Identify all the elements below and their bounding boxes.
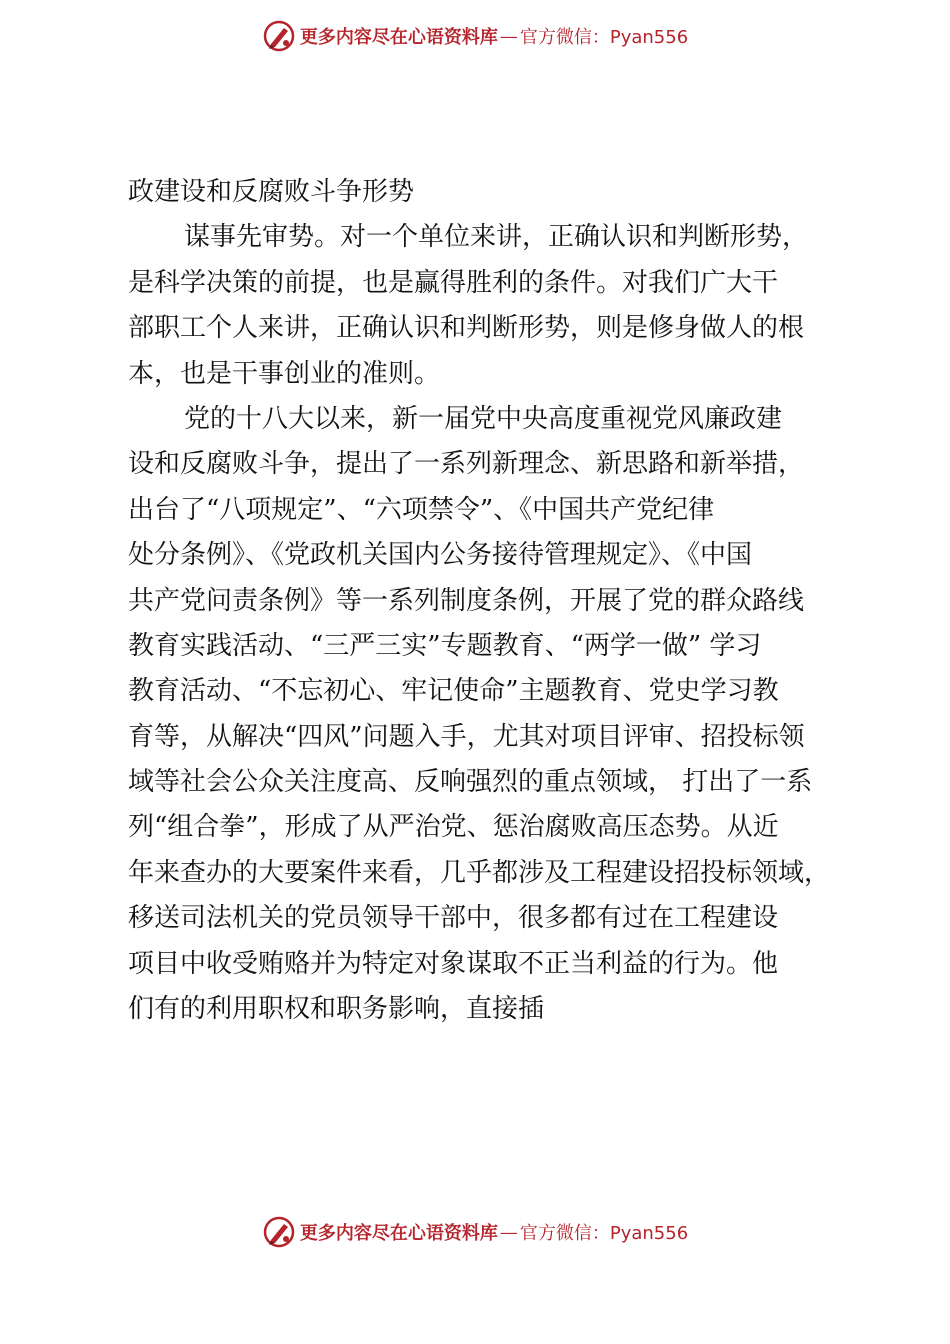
text-line: 育等，从解决“四风”问题入手，尤其对项目评审、招投标领 — [128, 721, 805, 752]
text-line: 教育活动、“不忘初心、牢记使命”主题教育、党史学习教 — [128, 676, 779, 707]
text-line: 谋事先审势。对一个单位来讲，正确认识和判断形势， — [184, 222, 809, 253]
text-line: 教育实践活动、“三严三实”专题教育、“两学一做” 学习 — [128, 630, 762, 661]
pen-seal-icon — [262, 1215, 296, 1249]
text-line: 本，也是干事创业的准则。 — [128, 358, 441, 389]
text-line: 移送司法机关的党员领导干部中，很多都有过在工程建设 — [128, 903, 779, 934]
text-line: 出台了“八项规定”、“六项禁令”、《中国共产党纪律 — [128, 494, 715, 525]
text-line: 域等社会公众关注度高、反响强烈的重点领域， 打出了一系 — [128, 767, 813, 798]
text-line: 部职工个人来讲，正确认识和判断形势，则是修身做人的根 — [128, 313, 805, 344]
text-line: 项目中收受贿赂并为特定对象谋取不正当利益的行为。他 — [128, 948, 779, 979]
separator: — — [499, 1221, 518, 1243]
text-line: 是科学决策的前提，也是赢得胜利的条件。对我们广大干 — [128, 267, 779, 298]
separator: — — [499, 25, 518, 47]
text-line: 们有的利用职权和职务影响，直接插 — [128, 994, 545, 1025]
footer-banner — [0, 1212, 950, 1252]
text-line: 年来查办的大要案件来看，几乎都涉及工程建设招投标领域， — [128, 857, 831, 888]
text-line: 列“组合拳”，形成了从严治党、惩治腐败高压态势。从近 — [128, 812, 779, 843]
text-line: 设和反腐败斗争，提出了一系列新理念、新思路和新举措， — [128, 449, 805, 480]
promo-text: 更多内容尽在心语资料库 — [299, 27, 498, 48]
text-line: 党的十八大以来，新一届党中央高度重视党风廉政建 — [184, 403, 783, 434]
document-body — [128, 170, 868, 1032]
wechat-id: 官方微信：Pyan556 — [519, 27, 689, 48]
wechat-id: 官方微信：Pyan556 — [519, 1223, 689, 1244]
promo-text: 更多内容尽在心语资料库 — [299, 1223, 498, 1244]
text-line: 处分条例》、《党政机关国内公务接待管理规定》、《中国 — [128, 540, 753, 571]
text-line: 共产党问责条例》等一系列制度条例，开展了党的群众路线 — [128, 585, 805, 616]
text-line: 政建设和反腐败斗争形势 — [128, 177, 415, 207]
pen-seal-icon — [262, 19, 296, 53]
header-banner — [0, 16, 950, 56]
